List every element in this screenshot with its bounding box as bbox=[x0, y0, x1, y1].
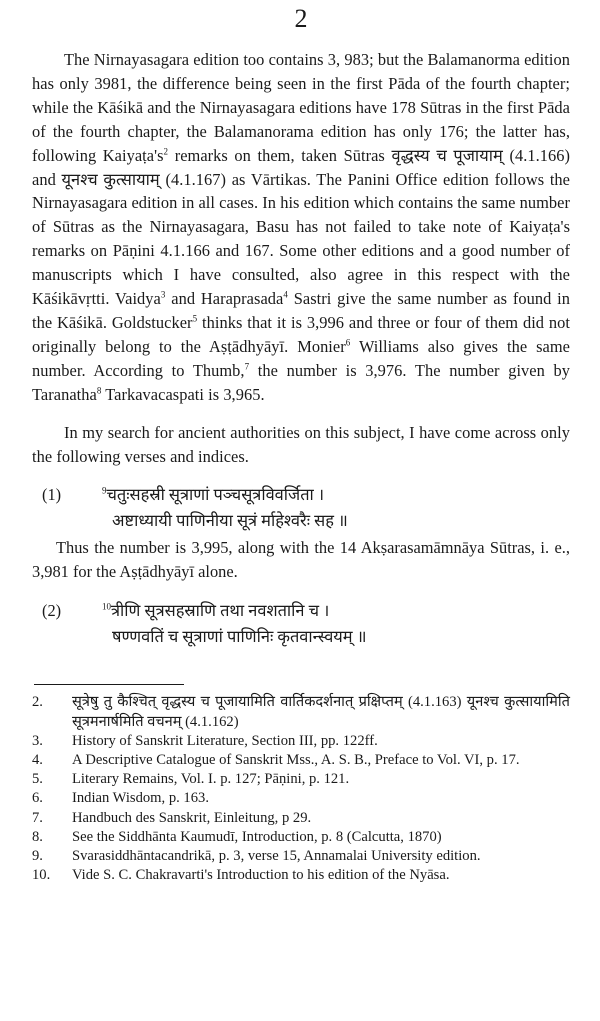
verse-number: (1) bbox=[42, 485, 62, 505]
footnote: 9. Svarasiddhāntacandrikā, p. 3, verse 15, Annamalai University edition. bbox=[32, 848, 481, 865]
footnotes bbox=[32, 693, 570, 885]
footnote: 8. See the Siddhānta Kaumudī, Introduction, p. 8 (Calcutta, 1870) bbox=[32, 828, 442, 845]
footnote: 2. सूत्रेषु तु कैश्चित् वृद्धस्य च पूजायामिति वार्तिकदर्शनात् प्रक्षिप्तम् (4.1.163) यूनश्च कुत्सायामिति सूत्रमनार्षमिति वचनम् (4.1.162) bbox=[32, 694, 570, 730]
footnote-ref-2: 2 bbox=[163, 146, 169, 157]
verse-1 bbox=[32, 482, 570, 534]
verse-line: चतुःसहस्री सूत्राणां पञ्चसूत्रविवर्जिता । bbox=[106, 485, 325, 505]
verse-number: (2) bbox=[42, 601, 62, 621]
footnote: 5. Literary Remains, Vol. I. p. 127; Pāṇini, p. 121. bbox=[32, 771, 350, 788]
footnote: 10. Vide S. C. Chakravarti's Introduction to his edition of the Nyāsa. bbox=[32, 867, 450, 884]
footnote: 4. A Descriptive Catalogue of Sanskrit Mss., A. S. B., Preface to Vol. VI, p. 17. bbox=[32, 752, 520, 769]
verse-line: षण्णवतिं च सूत्राणां पाणिनिः कृतवान्स्वयम् ॥ bbox=[112, 627, 367, 647]
verse-line: अष्टाध्यायी पाणिनीया सूत्रं र्माहेश्वरैः सह ॥ bbox=[112, 511, 348, 531]
footnote-ref-9: 9 bbox=[102, 485, 107, 496]
footnote-ref-6: 6 bbox=[345, 337, 351, 348]
footnote-ref-5: 5 bbox=[192, 313, 198, 324]
footnote-ref-10: 10 bbox=[102, 601, 111, 612]
footnote-ref-7: 7 bbox=[244, 361, 250, 372]
verse-line: त्रीणि सूत्रसहस्राणि तथा नवशतानि च । bbox=[111, 601, 330, 621]
footnote: 3. History of Sanskrit Literature, Section III, pp. 122ff. bbox=[32, 732, 378, 749]
footnote-ref-3: 3 bbox=[160, 289, 166, 300]
footnote: 6. Indian Wisdom, p. 163. bbox=[32, 790, 209, 807]
footnote-divider bbox=[34, 684, 184, 685]
paragraph-search: In my search for ancient authorities on this subject, I have come across only the following verses and indices. bbox=[32, 422, 570, 466]
footnote-ref-8: 8 bbox=[96, 385, 102, 396]
footnote: 7. Handbuch des Sanskrit, Einleitung, p 29. bbox=[32, 809, 312, 826]
paragraph-editions: The Nirnayasagara edition too contains 3, 983; but the Balamanorma edition has only 3981, the difference being seen in the first Pāda of the fourth chapter; while the Kāśikā and the Nirnayasagara editions have 178 Sūtras in the first Pāda of the fourth chapter, the Balamanorama edition has only 176; the latter has, following $Kaiyaṭa's^2$ remarks on them, taken Sūtras वृद्धस्य च पूजायाम् (4.1.166) and यूनश्च कुत्सायाम् (4.1.167) as Vārtikas. The Panini Office edition follows the Nirnayasagara edition in all cases. In his edition which contains the same number of Sūtras as the Nirnayasagara, Basu has not failed to take note of Kaiyaṭa's remarks on Pāṇini 4.1.166 and 167. Some other editions and a good number of manuscripts which I have consulted, also agree in this respect with the Kāśikāvṛtti. Vaidya$^3$ and Haraprasada$^4$ Sastri give the same number as found in the Kāśikā. Goldstucker$^5$ thinks that it is 3,996 and three or four of them did not originally belong to the Aṣṭādhyāyī. Monier$^6$ Williams also gives the same number. According to Thumb,$^7$ the number is 3,976. The number given by Taranatha$^8$ Tarkavacaspati is 3,965. bbox=[32, 50, 571, 404]
paragraph-total: Thus the number is 3,995, along with the 14 Akṣarasamāmnāya Sūtras, i. e., 3,981 for the Aṣṭādhyāyī alone. bbox=[32, 538, 570, 582]
page-number: 2 bbox=[294, 4, 308, 33]
document-page bbox=[0, 4, 600, 1021]
verse-2 bbox=[32, 598, 570, 650]
footnote-ref-4: 4 bbox=[283, 289, 288, 300]
